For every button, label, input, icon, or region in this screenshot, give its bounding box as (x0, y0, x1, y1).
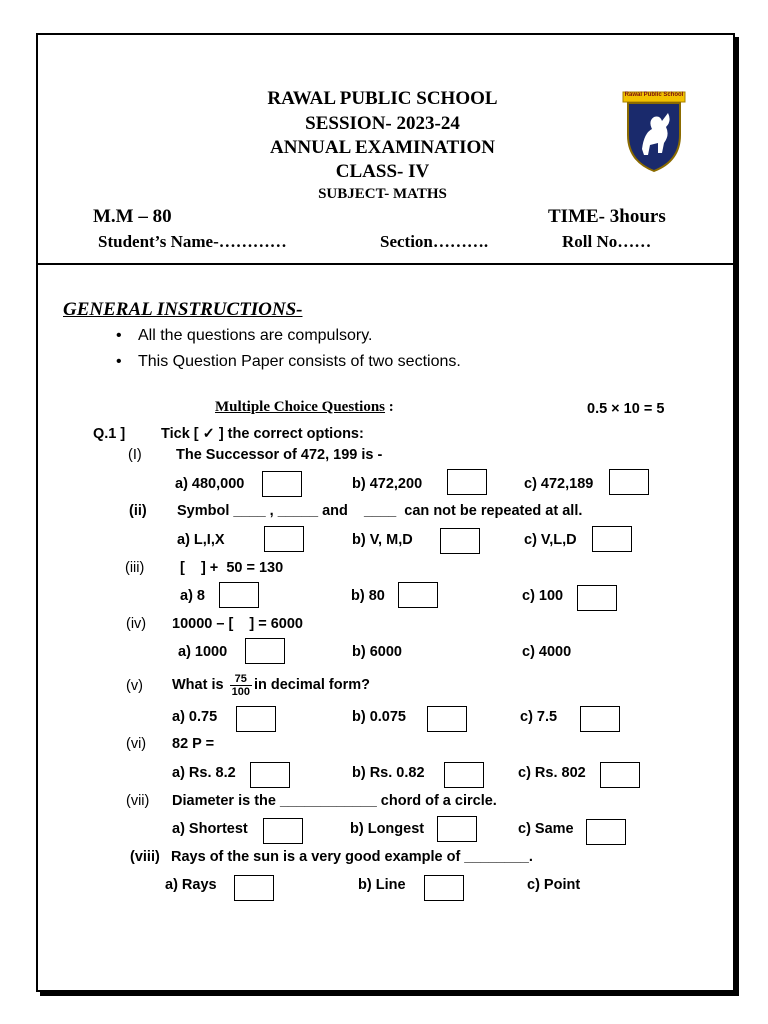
max-marks: M.M – 80 (93, 206, 172, 227)
school-logo (622, 91, 686, 173)
answer-box[interactable] (427, 706, 467, 732)
school-name: RAWAL PUBLIC SCHOOL (267, 88, 498, 109)
bullet-icon: • (116, 353, 122, 370)
answer-box[interactable] (236, 706, 276, 732)
answer-box[interactable] (600, 762, 640, 788)
time: TIME- 3hours (548, 206, 666, 227)
class: CLASS- IV (335, 161, 430, 182)
option-a: a) 1000 (178, 644, 228, 660)
answer-box[interactable] (580, 706, 620, 732)
instruction-item: • All the questions are compulsory. (116, 327, 373, 344)
option-c: c) 4000 (522, 644, 572, 660)
instruction-item: • This Question Paper consists of two sections. (116, 353, 461, 370)
question-number: (v) (126, 678, 143, 694)
answer-box[interactable] (250, 762, 290, 788)
mcq-marks: 0.5 × 10 = 5 (587, 401, 665, 417)
answer-box[interactable] (262, 471, 302, 497)
answer-box[interactable] (440, 528, 480, 554)
option-c: c) 100 (522, 588, 564, 604)
option-a: a) Rays (165, 877, 217, 893)
question-text: 82 P = (172, 736, 215, 752)
option-b: b) V, M,D (352, 532, 413, 548)
question-number: (iv) (126, 616, 147, 632)
fraction: $\frac{75}{100}$ (231, 672, 250, 698)
option-c: c) Same (518, 821, 574, 837)
answer-box[interactable] (263, 818, 303, 844)
option-c: c) Rs. 802 (518, 765, 586, 781)
option-b: b) 472,200 (352, 476, 423, 492)
question-number: (ii) (129, 503, 147, 519)
option-a: a) 0.75 (172, 709, 218, 725)
option-a: a) 8 (180, 588, 205, 604)
question-number: (vi) (126, 736, 147, 752)
option-b: b) 80 (351, 588, 385, 604)
answer-box[interactable] (234, 875, 274, 901)
exam-title: ANNUAL EXAMINATION (269, 137, 496, 158)
header-divider (36, 263, 735, 265)
option-c: c) 7.5 (520, 709, 558, 725)
bullet-icon: • (116, 327, 122, 344)
option-a: a) L,I,X (177, 532, 225, 548)
option-b: b) Line (358, 877, 406, 893)
answer-box[interactable] (592, 526, 632, 552)
roll-no: Roll No…… (562, 232, 652, 251)
option-c: c) Point (527, 877, 581, 893)
answer-box[interactable] (437, 816, 477, 842)
question-instruction: Tick [ ✓ ] the correct options: (161, 426, 364, 442)
question-number: (I) (128, 447, 142, 463)
option-b: b) Longest (350, 821, 425, 837)
question-text: What is $\frac{75}{100}$ in decimal form? (172, 672, 370, 698)
answer-box[interactable] (577, 585, 617, 611)
option-c: c) 472,189 (524, 476, 594, 492)
question-label: Q.1 ] (93, 426, 126, 442)
option-a: a) Shortest (172, 821, 248, 837)
option-c: c) V,L,D (524, 532, 577, 548)
mcq-heading: Multiple Choice Questions : (215, 399, 394, 415)
question-text: [ ] + 50 = 130 (180, 560, 284, 576)
question-number: (viii) (130, 849, 160, 865)
answer-box[interactable] (586, 819, 626, 845)
option-b: b) Rs. 0.82 (352, 765, 425, 781)
question-text: Symbol ____ , _____ and ____ can not be repeated at all. (177, 503, 583, 519)
question-text: 10000 – [ ] = 6000 (172, 616, 303, 632)
answer-box[interactable] (245, 638, 285, 664)
section: Section………. (380, 232, 489, 251)
option-b: b) 0.075 (352, 709, 406, 725)
answer-box[interactable] (264, 526, 304, 552)
answer-box[interactable] (447, 469, 487, 495)
question-number: (vii) (126, 793, 150, 809)
question-number: (iii) (125, 560, 145, 576)
session: SESSION- 2023-24 (305, 113, 460, 134)
option-a: a) 480,000 (175, 476, 245, 492)
option-b: b) 6000 (352, 644, 402, 660)
subject: SUBJECT- MATHS (318, 186, 447, 202)
option-a: a) Rs. 8.2 (172, 765, 236, 781)
answer-box[interactable] (398, 582, 438, 608)
question-text: Rays of the sun is a very good example of ________. (171, 849, 533, 865)
logo-text: Rawal Public School (624, 92, 684, 98)
answer-box[interactable] (424, 875, 464, 901)
question-text: The Successor of 472, 199 is - (176, 447, 383, 463)
instructions-title: GENERAL INSTRUCTIONS- (63, 299, 303, 320)
student-name: Student’s Name-………… (98, 232, 287, 251)
answer-box[interactable] (444, 762, 484, 788)
answer-box[interactable] (609, 469, 649, 495)
question-text: Diameter is the ____________ chord of a circle. (172, 793, 497, 809)
answer-box[interactable] (219, 582, 259, 608)
